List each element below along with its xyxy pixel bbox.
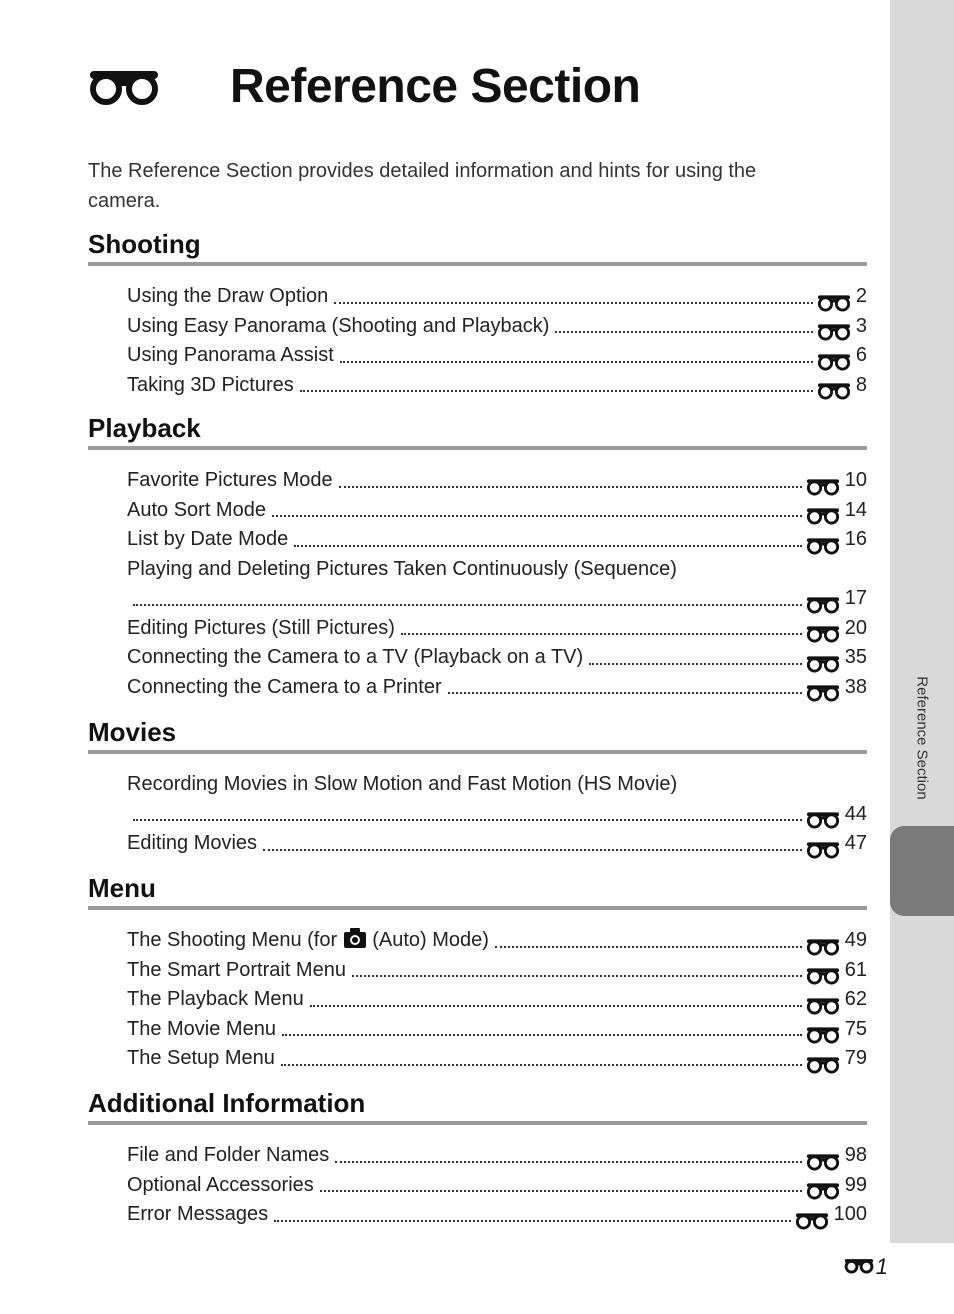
binoculars-icon [806,594,840,614]
section-tab[interactable] [890,826,954,916]
entry-page: 3 [855,314,867,337]
dot-leader [320,1188,802,1192]
entry-label: The Shooting Menu (for [127,929,338,951]
toc-entry[interactable] [127,1015,867,1045]
toc-entry[interactable] [127,1171,867,1201]
toc-entry[interactable] [127,926,867,956]
entry-label: Connecting the Camera to a Printer [127,675,442,698]
toc-entry[interactable] [127,829,867,859]
binoculars-icon [806,1054,840,1074]
entry-page: 99 [844,1173,867,1196]
entry-label: Error Messages [127,1203,269,1225]
entry-list [88,1141,867,1230]
entry-label: Using the Draw Option [127,285,329,307]
entry-list [88,282,867,400]
entry-label: The Playback Menu [127,988,304,1010]
entry-label: Playing and Deleting Pictures Taken Continuously (Sequence) [127,557,677,580]
dot-leader [340,359,813,363]
binoculars-icon [806,476,840,496]
entry-label: Favorite Pictures Mode [127,469,333,491]
entry-page: 44 [844,802,867,825]
toc-entry[interactable] [127,496,867,526]
toc-entry[interactable] [127,770,867,829]
dot-leader [281,1062,802,1066]
entry-page: 2 [855,285,867,307]
entry-page: 35 [844,646,867,668]
entry-label: The Setup Menu [127,1047,275,1069]
dot-leader [263,847,802,851]
binoculars-icon [795,1210,829,1230]
section-heading: Playback [88,413,201,443]
dot-leader [133,602,802,606]
toc-entry[interactable] [127,555,867,614]
dot-leader [339,484,802,488]
entry-page: 49 [844,929,867,951]
entry-page: 98 [844,1144,867,1166]
dot-leader [133,817,802,821]
binoculars-icon [817,351,851,371]
binoculars-icon [806,682,840,702]
binoculars-icon [806,653,840,673]
entry-page: 61 [844,958,867,981]
binoculars-icon [817,292,851,312]
entry-page: 100 [833,1203,867,1225]
section-heading: Movies [88,717,177,747]
section-movies [88,714,867,859]
section-divider [88,750,867,754]
toc-entry[interactable] [127,1141,867,1171]
binoculars-icon [844,1254,874,1280]
entry-label: The Movie Menu [127,1017,276,1040]
toc-entry[interactable] [127,643,867,673]
dot-leader [352,973,802,977]
entry-label: Using Easy Panorama (Shooting and Playback) [127,314,550,337]
entry-page: 79 [844,1047,867,1069]
entry-label: Recording Movies in Slow Motion and Fast Motion (HS Movie) [127,773,678,795]
binoculars-icon [817,380,851,400]
page-title-text: Reference Section [230,60,641,113]
dot-leader [401,631,802,635]
binoculars-icon [806,936,840,956]
section-divider [88,446,867,450]
entry-page: 38 [844,675,867,698]
section-divider [88,262,867,266]
entry-page: 62 [844,988,867,1010]
camera-icon [343,927,367,949]
binoculars-icon [806,965,840,985]
binoculars-icon [806,535,840,555]
binoculars-icon [806,623,840,643]
section-heading: Menu [88,873,156,903]
entry-list [88,466,867,702]
entry-label: Taking 3D Pictures [127,373,294,396]
entry-page: 8 [855,373,867,396]
section-heading: Shooting [88,229,201,259]
dot-leader [495,944,802,948]
entry-page: 47 [844,832,867,854]
section-divider [88,906,867,910]
dot-leader [310,1003,802,1007]
page-number [844,1254,888,1280]
toc-entry[interactable] [127,985,867,1015]
section-divider [88,1121,867,1125]
binoculars-icon [806,995,840,1015]
binoculars-icon [806,1180,840,1200]
entry-label: Auto Sort Mode [127,498,266,521]
binoculars-icon [806,1151,840,1171]
binoculars-icon [806,809,840,829]
toc-entry[interactable] [127,312,867,342]
entry-label: Optional Accessories [127,1173,314,1196]
sidebar [890,0,954,1243]
sidebar-label: Reference Section [913,676,931,800]
entry-label-suffix: (Auto) Mode) [372,929,489,951]
dot-leader [300,388,813,392]
entry-list [88,770,867,859]
entry-page: 75 [844,1017,867,1040]
section-shooting [88,226,867,400]
dot-leader [589,661,802,665]
toc-entry[interactable] [127,466,867,496]
section-heading: Additional Information [88,1088,366,1118]
binoculars-icon [817,321,851,341]
dot-leader [334,300,813,304]
entry-label: Connecting the Camera to a TV (Playback on a TV) [127,646,584,668]
toc-entry[interactable] [127,371,867,401]
toc-entry[interactable] [127,341,867,371]
section-playback [88,410,867,702]
entry-label: Using Panorama Assist [127,344,334,366]
page-title [88,52,641,122]
dot-leader [274,1218,790,1222]
page-number-value: 1 [875,1254,888,1279]
entry-list [88,926,867,1074]
binoculars-icon [806,839,840,859]
entry-label: Editing Movies [127,832,258,854]
toc-entry[interactable] [127,673,867,703]
toc-entry[interactable] [127,956,867,986]
entry-label: File and Folder Names [127,1144,330,1166]
entry-label: List by Date Mode [127,528,289,550]
dot-leader [555,329,812,333]
toc-entry[interactable] [127,525,867,555]
entry-page: 20 [844,616,867,639]
dot-leader [335,1159,801,1163]
toc-entry[interactable] [127,282,867,312]
toc-entry[interactable] [127,1044,867,1074]
binoculars-icon [806,1024,840,1044]
entry-page: 10 [844,469,867,491]
section-menu [88,870,867,1074]
dot-leader [448,690,802,694]
entry-label: The Smart Portrait Menu [127,958,346,981]
toc-entry[interactable] [127,1200,867,1230]
section-additional-information [88,1085,867,1230]
entry-page: 6 [855,344,867,366]
entry-page: 17 [844,587,867,609]
dot-leader [272,513,802,517]
binoculars-icon [806,505,840,525]
entry-page: 16 [844,528,867,550]
binoculars-icon [88,65,160,110]
intro-text: The Reference Section provides detailed information and hints for using the camera. [88,160,757,212]
dot-leader [294,543,802,547]
toc-entry[interactable] [127,614,867,644]
dot-leader [282,1032,802,1036]
entry-page: 14 [844,498,867,521]
entry-label: Editing Pictures (Still Pictures) [127,616,395,639]
